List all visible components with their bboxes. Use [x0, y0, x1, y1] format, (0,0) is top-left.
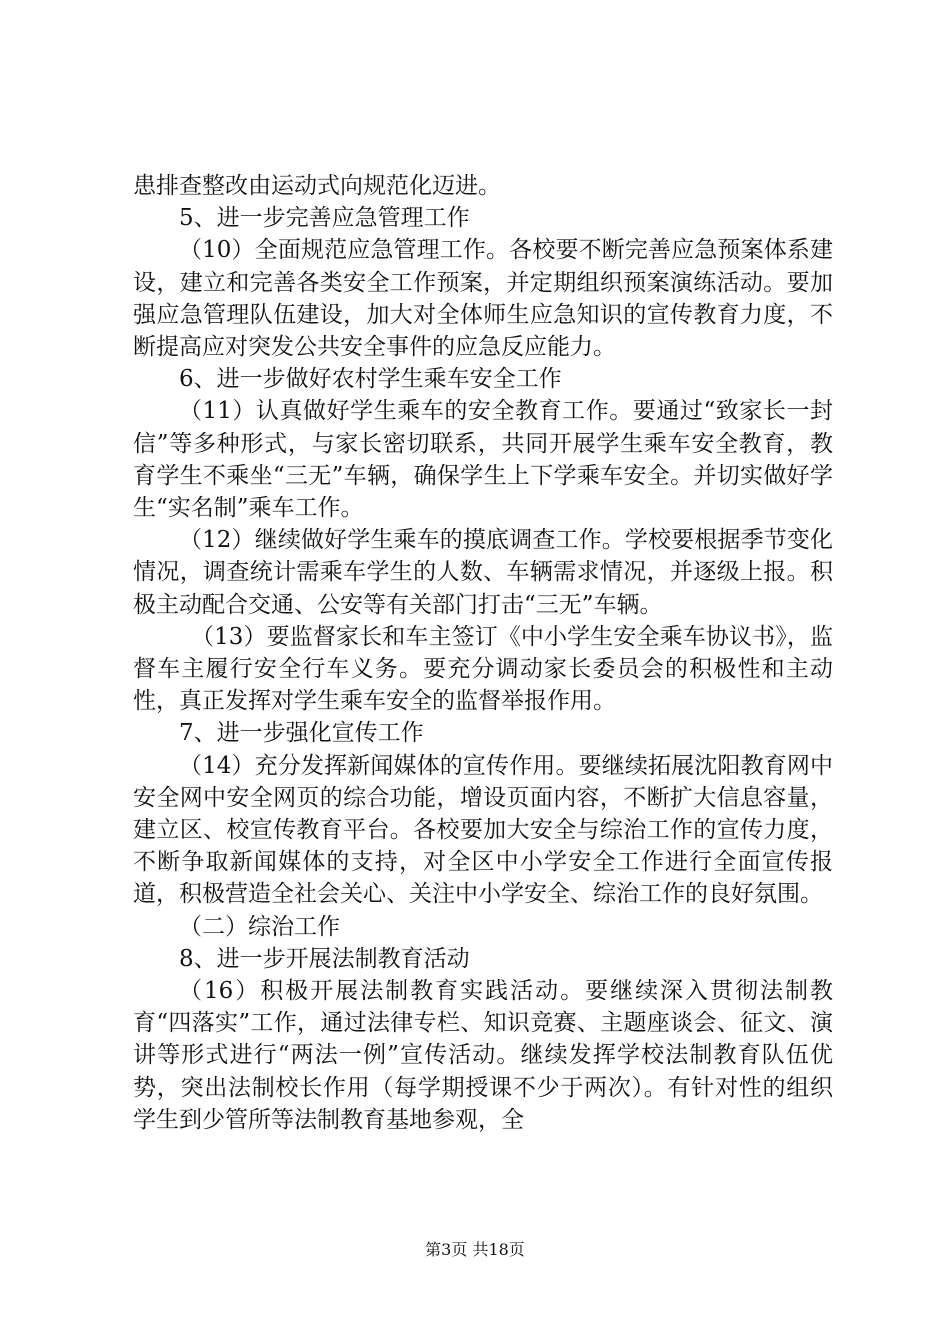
page-number-footer: 第3页 共18页: [425, 1240, 525, 1259]
section-heading-7: 7、进一步强化宣传工作: [179, 720, 424, 747]
paragraph-item-10: （10）全面规范应急管理工作。各校要不断完善应急预案体系建设，建立和完善各类安全工作预案，并定期组织预案演练活动。要加强应急管理队伍建设，加大对全体师生应急知识的宣传教育力度，不断提高应对突发公共安全事件的应急反应能力。: [133, 237, 833, 361]
paragraph-item-14: （14）充分发挥新闻媒体的宣传作用。要继续拓展沈阳教育网中安全网中安全网页的综合功能，增设页面内容，不断扩大信息容量，建立区、校宣传教育平台。各校要加大安全与综治工作的宣传力度，不断争取新闻媒体的支持，对全区中小学安全工作进行全面宣传报道，积极营造全社会关心、关注中小学安全、综治工作的良好氛围。: [133, 752, 833, 908]
paragraph-item-11: （11）认真做好学生乘车的安全教育工作。要通过“致家长一封信”等多种形式，与家长密切联系，共同开展学生乘车安全教育，教育学生不乘坐“三无”车辆，确保学生上下学乘车安全。并切实做好学生“实名制”乘车工作。: [133, 398, 833, 522]
paragraph-item-12: （12）继续做好学生乘车的摸底调查工作。学校要根据季节变化情况，调查统计需乘车学生的人数、车辆需求情况，并逐级上报。积极主动配合交通、公安等有关部门打击“三无”车辆。: [133, 527, 833, 618]
section-heading-8: 8、进一步开展法制教育活动: [179, 945, 470, 972]
paragraph-continuation: 患排查整改由运动式向规范化迈进。: [133, 173, 501, 199]
paragraph-item-13: （13）要监督家长和车主签订《中小学生安全乘车协议书》，监督车主履行安全行车义务。要充分调动家长委员会的积极性和主动性，真正发挥对学生乘车安全的监督举报作用。: [133, 623, 833, 715]
section-heading-6: 6、进一步做好农村学生乘车安全工作: [179, 366, 562, 393]
section-heading-5: 5、进一步完善应急管理工作: [179, 205, 470, 232]
document-body: [133, 170, 833, 1136]
section-heading-zongzhi: （二）综治工作: [179, 913, 340, 940]
paragraph-item-16: （16）积极开展法制教育实践活动。要继续深入贯彻法制教育“四落实”工作，通过法律专栏、知识竞赛、主题座谈会、征文、演讲等形式进行“两法一例”宣传活动。继续发挥学校法制教育队伍优势，突出法制校长作用（每学期授课不少于两次）。有针对性的组织学生到少管所等法制教育基地参观，全: [133, 978, 833, 1133]
